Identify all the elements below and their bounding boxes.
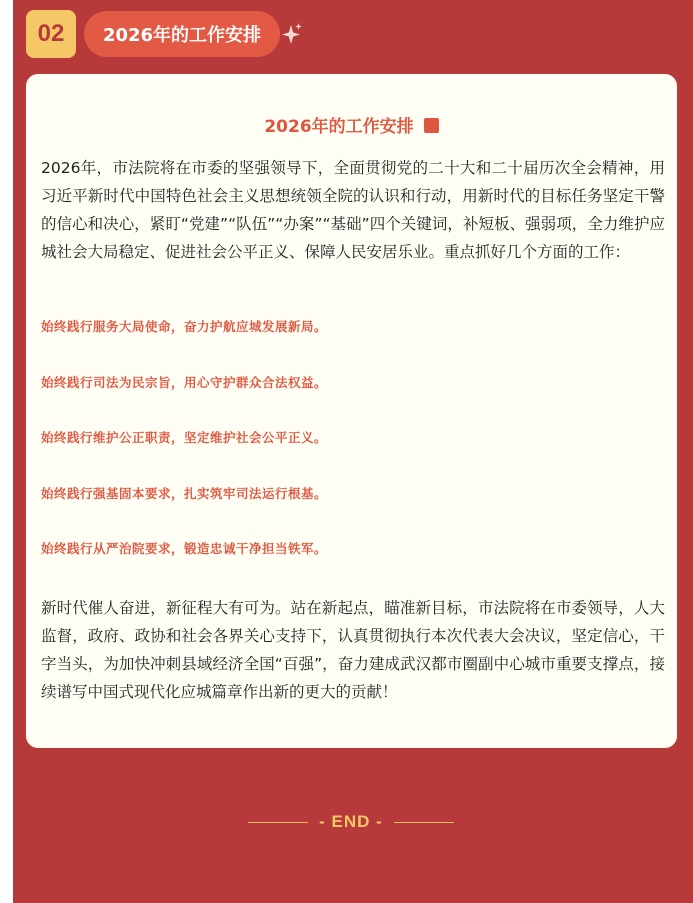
section-title: 2026年的工作安排 — [102, 25, 262, 46]
highlight-item: 始终践行强基固本要求，扎实筑牢司法运行根基。 — [41, 485, 328, 501]
end-line-right — [394, 822, 454, 823]
highlight-list — [41, 318, 665, 596]
intro-paragraph: 2026年，市法院将在市委的坚强领导下，全面贯彻党的二十大和二十届历次全会精神，用习近平新时代中国特色社会主义思想统领全院的认识和行动，用新时代的目标任务坚定干警的信心和决心，紧盯“党建”“队伍”“办案”“基础”四个关键词，补短板、强弱项，全力维护应城社会大局稳定、促进社会公平正义、保障人民安居乐业。重点抓好几个方面的工作： — [41, 159, 665, 261]
square-icon — [424, 118, 439, 133]
closing-paragraph: 新时代催人奋进，新征程大有可为。站在新起点，瞄准新目标，市法院将在市委领导，人大监督，政府、政协和社会各界关心支持下，认真贯彻执行本次代表大会决议，坚定信心，干字当头，为加快冲刺县域经济全国“百强”，奋力建成武汉都市圈副中心城市重要支撑点，接续谱写中国式现代化应城篇章作出新的更大的贡献！ — [41, 599, 665, 701]
section-number: 02 — [37, 20, 65, 47]
highlight-item: 始终践行从严治院要求，锻造忠诚干净担当铁军。 — [41, 541, 328, 556]
card-title — [26, 112, 677, 137]
highlight-item: 始终践行司法为民宗旨，用心守护群众合法权益。 — [41, 374, 328, 390]
section-number-badge — [26, 10, 76, 58]
highlight-item: 始终践行服务大局使命，奋力护航应城发展新局。 — [41, 319, 328, 334]
highlight-item: 始终践行维护公正职责，坚定维护社会公平正义。 — [41, 430, 328, 445]
card-title-text: 2026年的工作安排 — [264, 117, 414, 137]
end-divider — [248, 808, 454, 836]
end-line-left — [248, 822, 308, 823]
section-title-pill — [84, 11, 280, 57]
end-text: - END - — [319, 812, 383, 831]
content-card — [26, 74, 677, 748]
sparkle-icon — [281, 22, 303, 46]
